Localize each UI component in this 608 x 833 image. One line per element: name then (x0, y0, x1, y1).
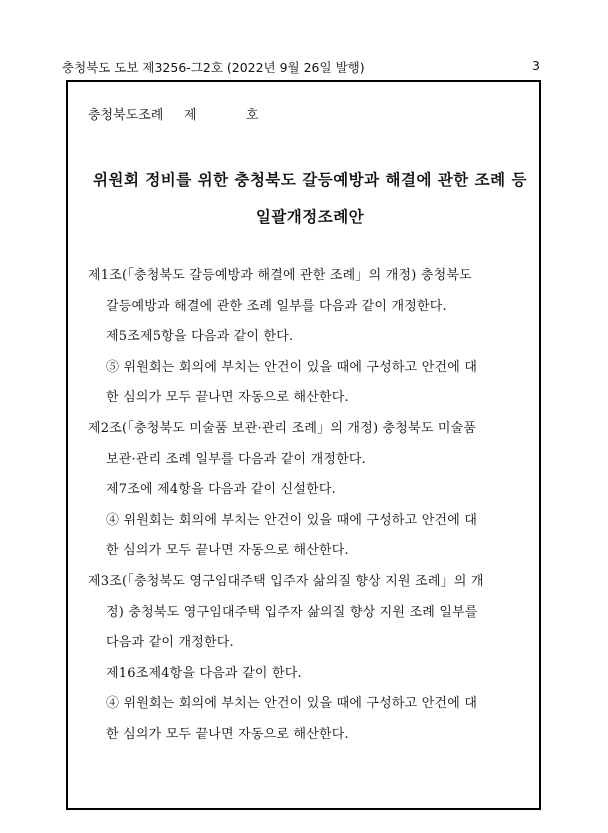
article-3-heading: 제3조(「충청북도 영구임대주택 입주자 삶의질 향상 지원 조례」의 개 (88, 574, 484, 589)
publication-info: 충청북도 도보 제3256-그2호 (2022년 9월 26일 발행) (62, 60, 365, 75)
article-2-instruction: 제7조에 제4항을 다음과 같이 신설한다. (106, 482, 336, 497)
ordinance-ho: 호 (246, 108, 259, 123)
article-3-clause: ④ 위원회는 회의에 부치는 안건이 있을 때에 구성하고 안건에 대 (106, 696, 478, 711)
article-1-clause: ⑤ 위원회는 회의에 부치는 안건이 있을 때에 구성하고 안건에 대 (106, 360, 478, 375)
article-1-heading: 제1조(「충청북도 갈등예방과 해결에 관한 조례」의 개정) 충청북도 (88, 268, 472, 283)
document-title-line2: 일괄개정조례안 (255, 207, 365, 226)
page-number: 3 (532, 58, 540, 73)
article-1-instruction: 제5조제5항을 다음과 같이 한다. (106, 329, 294, 344)
ordinance-je: 제 (184, 108, 197, 123)
document-title-line1: 위원회 정비를 위한 충청북도 갈등예방과 해결에 관한 조례 등 (93, 170, 527, 189)
article-3-text: 정) 충청북도 영구임대주택 입주자 삶의질 향상 지원 조례 일부를 (106, 605, 478, 620)
article-3-clause-cont: 한 심의가 모두 끝나면 자동으로 해산한다. (106, 727, 349, 742)
article-2-clause: ④ 위원회는 회의에 부치는 안건이 있을 때에 구성하고 안건에 대 (106, 513, 478, 528)
article-3-text-cont: 다음과 같이 개정한다. (106, 635, 234, 650)
article-1-text: 갈등예방과 해결에 관한 조례 일부를 다음과 같이 개정한다. (106, 299, 447, 314)
running-header (62, 58, 540, 78)
article-1-clause-cont: 한 심의가 모두 끝나면 자동으로 해산한다. (106, 390, 349, 405)
article-2-heading: 제2조(「충청북도 미술품 보관·관리 조례」의 개정) 충청북도 미술품 (88, 421, 477, 436)
article-2-text: 보관·관리 조례 일부를 다음과 같이 개정한다. (106, 452, 366, 467)
ordinance-label: 충청북도조례 (88, 108, 164, 123)
article-3-instruction: 제16조제4항을 다음과 같이 한다. (106, 666, 302, 681)
ordinance-number-line (88, 104, 259, 123)
article-2-clause-cont: 한 심의가 모두 끝나면 자동으로 해산한다. (106, 543, 349, 558)
